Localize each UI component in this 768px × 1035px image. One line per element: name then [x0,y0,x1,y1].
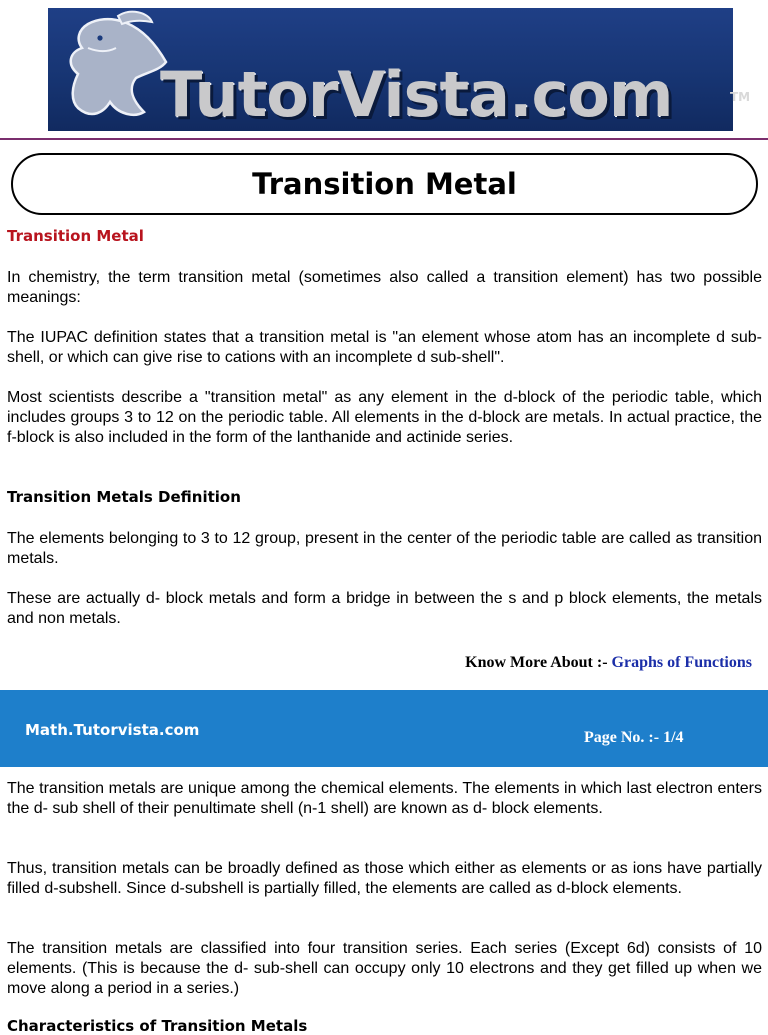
paragraph-partially-filled: Thus, transition metals can be broadly defined as those which either as elements or as ions have partially filled d-subshell. Since d-subshell is partially filled, the elements are called as d-block elements. [7,860,762,897]
logo-trademark: TM [730,90,751,104]
page-number: Page No. :- 1/4 [584,729,684,746]
section-heading-definition: Transition Metals Definition [7,488,241,506]
paragraph-d-block: Most scientists describe a "transition metal" as any element in the d-block of the periodic table, which includes groups 3 to 12 on the periodic table. All elements in the d-block are metals. In actual practice, the f-block is also included in the form of the lanthanide and actinide series. [7,389,762,446]
title-box [11,153,758,215]
page-title: Transition Metal [252,167,517,201]
paragraph-bridge: These are actually d- block metals and form a bridge in between the s and p block elements, the metals and non metals. [7,590,762,627]
section-heading-transition-metal: Transition Metal [7,227,144,245]
footer-site-name: Math.Tutorvista.com [25,721,200,739]
know-more-label: Know More About :- [465,654,608,671]
paragraph-unique: The transition metals are unique among the chemical elements. The elements in which last electron enters the d- sub shell of their penultimate shell (n-1 shell) are known as d- block elements. [7,780,762,817]
paragraph-definition: The elements belonging to 3 to 12 group, present in the center of the periodic table are called as transition metals. [7,530,762,567]
page-footer-band [0,690,768,767]
header-divider [0,138,768,140]
paragraph-intro: In chemistry, the term transition metal (sometimes also called a transition element) has two possible meanings: [7,269,762,306]
graphs-of-functions-link[interactable]: Graphs of Functions [611,654,752,671]
paragraph-iupac: The IUPAC definition states that a transition metal is "an element whose atom has an incomplete d sub-shell, or which can give rise to cations with an incomplete d sub-shell". [7,329,762,366]
logo-wordmark: TutorVista.com [160,58,673,131]
know-more-line [465,654,752,672]
logo-banner [48,8,751,131]
section-heading-characteristics: Characteristics of Transition Metals [7,1017,308,1035]
paragraph-series: The transition metals are classified into four transition series. Each series (Except 6d) consists of 10 elements. (This is because the d- sub-shell can occupy only 10 electrons and they get filled up when we move along a period in a series.) [7,940,762,997]
